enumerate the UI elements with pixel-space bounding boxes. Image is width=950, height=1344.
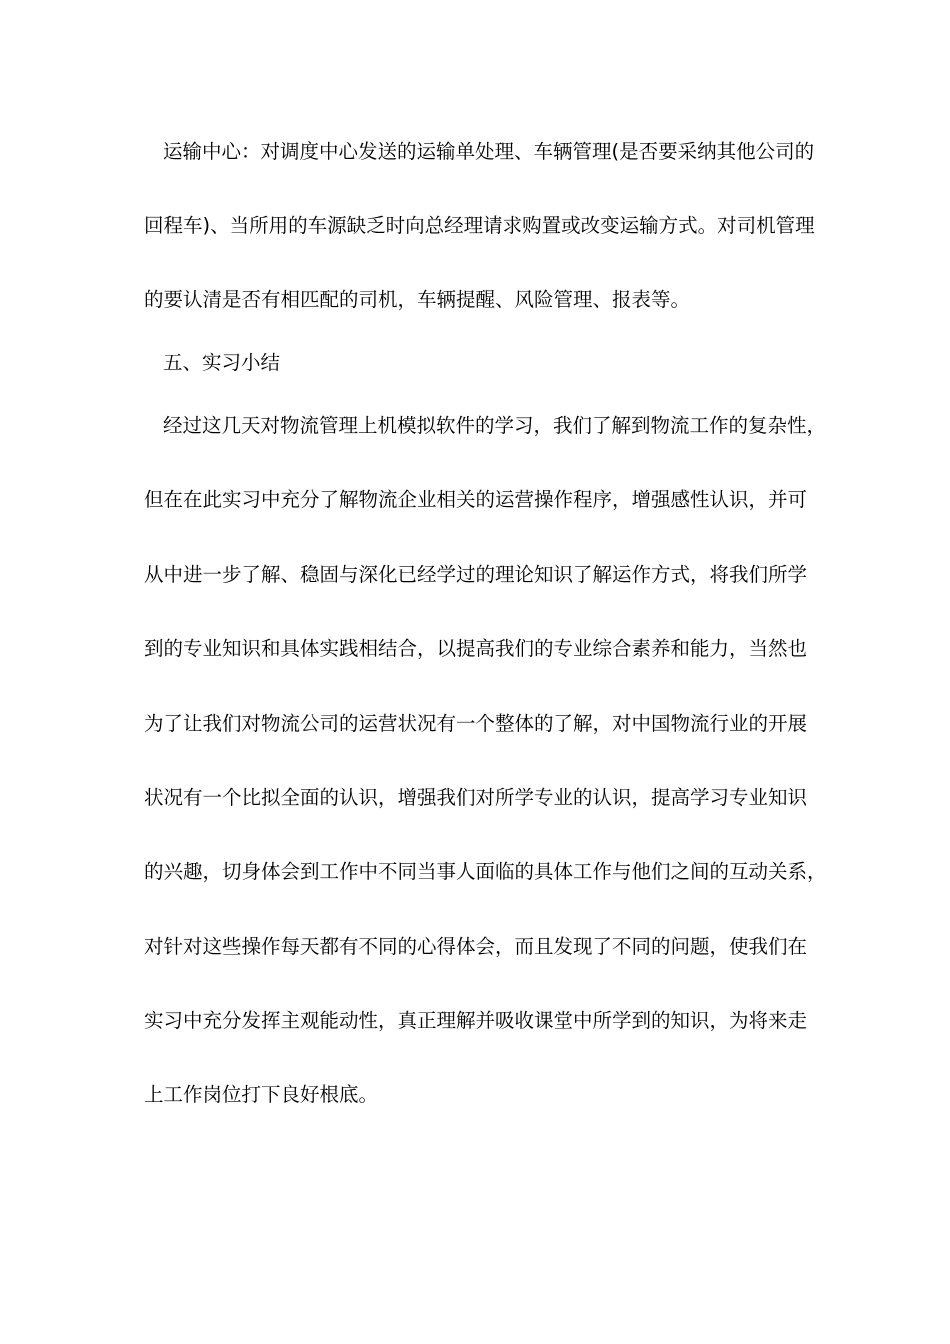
paragraph-summary-line-7: 的兴趣，切身体会到工作中不同当事人面临的具体工作与他们之间的互动关系，	[144, 860, 827, 883]
paragraph-summary-line-6: 状况有一个比拟全面的认识，增强我们对所学专业的认识，提高学习专业知识	[144, 786, 808, 809]
paragraph-summary-line-4: 到的专业知识和具体实践相结合，以提高我们的专业综合素养和能力，当然也	[144, 637, 808, 660]
paragraph-summary-line-10: 上工作岗位打下良好根底。	[144, 1083, 379, 1106]
paragraph-transport-center-line-2: 回程车)、当所用的车源缺乏时向总经理请求购置或改变运输方式。对司机管理	[144, 214, 815, 237]
section-heading-internship-summary: 五、实习小结	[163, 351, 281, 374]
paragraph-summary-line-9: 实习中充分发挥主观能动性，真正理解并吸收课堂中所学到的知识，为将来走	[144, 1009, 808, 1032]
paragraph-summary-line-8: 对针对这些操作每天都有不同的心得体会，而且发现了不同的问题，使我们在	[144, 935, 808, 958]
paragraph-summary-line-3: 从中进一步了解、稳固与深化已经学过的理论知识了解运作方式，将我们所学	[144, 563, 808, 586]
paragraph-transport-center-line-1: 运输中心：对调度中心发送的运输单处理、车辆管理(是否要采纳其他公司的	[163, 140, 815, 163]
paragraph-summary-line-2: 但在在此实习中充分了解物流企业相关的运营操作程序，增强感性认识，并可	[144, 488, 808, 511]
paragraph-transport-center-line-3: 的要认清是否有相匹配的司机，车辆提醒、风险管理、报表等。	[144, 288, 691, 311]
paragraph-summary-line-5: 为了让我们对物流公司的运营状况有一个整体的了解，对中国物流行业的开展	[144, 712, 808, 735]
paragraph-summary-line-1: 经过这几天对物流管理上机模拟软件的学习，我们了解到物流工作的复杂性，	[163, 414, 827, 437]
